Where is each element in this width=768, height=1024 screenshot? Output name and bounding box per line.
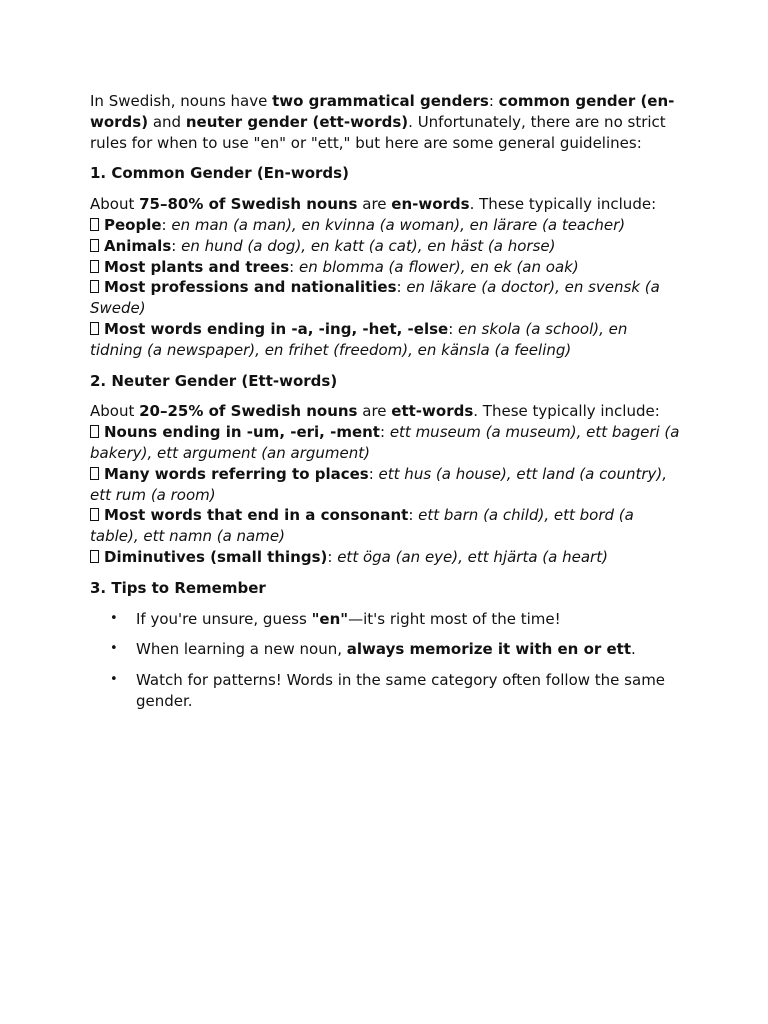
item-label: Most professions and nationalities xyxy=(104,278,397,297)
common-lead-percent: 75–80% of Swedish nouns xyxy=(139,195,358,214)
bullet-icon: • xyxy=(110,610,118,626)
item-examples: ett hus (a house), ett land (a country), ett rum (a room) xyxy=(90,464,668,504)
tip-bold-en: "en" xyxy=(311,609,349,628)
missing-glyph-icon xyxy=(90,425,99,438)
item-separator: : xyxy=(171,236,182,255)
item-label: Most plants and trees xyxy=(104,257,290,276)
common-lead-text: are xyxy=(357,195,392,214)
item-separator: : xyxy=(396,278,407,297)
common-lead-en-words: en-words xyxy=(391,195,470,214)
item-separator: : xyxy=(448,319,459,338)
list-item xyxy=(90,319,682,361)
tip-text: —it's right most of the time! xyxy=(348,609,561,628)
intro-bold-neuter-gender: neuter gender (ett-words) xyxy=(185,112,409,131)
section-common-gender xyxy=(90,194,682,360)
intro-paragraph xyxy=(90,91,682,153)
list-item xyxy=(90,547,682,568)
list-item xyxy=(90,257,682,278)
tips-list xyxy=(90,609,682,712)
bullet-icon: • xyxy=(110,641,118,657)
tip-item xyxy=(90,639,682,660)
missing-glyph-icon xyxy=(90,467,99,480)
item-examples: en läkare (a doctor), en svensk (a Swede) xyxy=(90,278,660,318)
missing-glyph-icon xyxy=(90,280,99,293)
heading-tips: 3. Tips to Remember xyxy=(90,578,266,597)
item-label: Many words referring to places xyxy=(104,464,369,483)
intro-bold-two-genders: two grammatical genders xyxy=(272,92,489,110)
intro-text: In Swedish, nouns have xyxy=(90,92,273,110)
tip-item xyxy=(90,670,682,712)
missing-glyph-icon xyxy=(90,260,99,273)
list-item xyxy=(90,236,682,257)
missing-glyph-icon xyxy=(90,218,99,231)
section-neuter-gender xyxy=(90,401,682,567)
intro-text: : xyxy=(488,92,499,110)
item-examples: en skola (a school), en tidning (a newspaper), en frihet (freedom), en känsla (a feeling) xyxy=(90,319,628,359)
item-label: Animals xyxy=(104,236,172,255)
neuter-lead-text: About xyxy=(90,402,140,421)
list-item xyxy=(90,215,682,236)
list-item xyxy=(90,422,682,464)
neuter-lead xyxy=(90,401,682,422)
item-separator: : xyxy=(289,257,299,276)
item-separator: : xyxy=(161,215,172,234)
item-label: Most words that end in a consonant xyxy=(104,506,409,525)
neuter-lead-text: . These typically include: xyxy=(473,402,660,421)
tip-text: Watch for patterns! Words in the same category often follow the same gender. xyxy=(136,671,666,710)
common-lead-text: . These typically include: xyxy=(469,195,657,214)
intro-bold-common-gender: common gender (en-words) xyxy=(90,92,675,131)
tip-text: When learning a new noun, xyxy=(136,640,347,659)
neuter-lead-percent: 20–25% of Swedish nouns xyxy=(139,402,358,421)
item-examples: ett barn (a child), ett bord (a table), ett namn (a name) xyxy=(90,506,634,546)
missing-glyph-icon xyxy=(90,550,99,563)
item-examples: ett museum (a museum), ett bageri (a bakery), ett argument (an argument) xyxy=(90,423,680,462)
item-examples: en man (a man), en kvinna (a woman), en lärare (a teacher) xyxy=(171,215,626,234)
missing-glyph-icon xyxy=(90,508,99,521)
common-lead xyxy=(90,194,682,215)
intro-text: and xyxy=(148,112,186,131)
intro-text: . Unfortunately, there are no strict rules for when to use "en" or "ett," but here are some general guidelines: xyxy=(90,112,666,152)
missing-glyph-icon xyxy=(90,322,99,335)
neuter-lead-text: are xyxy=(357,402,392,421)
item-separator: : xyxy=(327,547,338,566)
list-item xyxy=(90,505,682,547)
item-label: Most words ending in -a, -ing, -het, -else xyxy=(104,319,449,338)
list-item xyxy=(90,277,682,319)
tip-text: . xyxy=(631,640,636,659)
missing-glyph-icon xyxy=(90,239,99,252)
neuter-lead-ett-words: ett-words xyxy=(391,402,474,421)
item-separator: : xyxy=(408,506,419,525)
item-examples: en hund (a dog), en katt (a cat), en häst (a horse) xyxy=(181,236,556,255)
tip-text: If you're unsure, guess xyxy=(136,609,312,628)
list-item xyxy=(90,464,682,506)
item-examples: ett öga (an eye), ett hjärta (a heart) xyxy=(337,547,608,566)
item-label: Diminutives (small things) xyxy=(104,547,328,566)
item-label: People xyxy=(104,215,162,234)
item-separator: : xyxy=(368,464,379,483)
bullet-icon: • xyxy=(110,672,118,688)
item-separator: : xyxy=(379,423,390,442)
item-examples: en blomma (a flower), en ek (an oak) xyxy=(298,257,579,276)
heading-common-gender: 1. Common Gender (En-words) xyxy=(90,164,349,183)
heading-neuter-gender: 2. Neuter Gender (Ett-words) xyxy=(90,371,338,390)
common-lead-text: About xyxy=(90,195,140,214)
tip-item xyxy=(90,609,682,630)
item-label: Nouns ending in -um, -eri, -ment xyxy=(104,423,380,442)
tip-bold-memorize: always memorize it with en or ett xyxy=(346,640,632,659)
